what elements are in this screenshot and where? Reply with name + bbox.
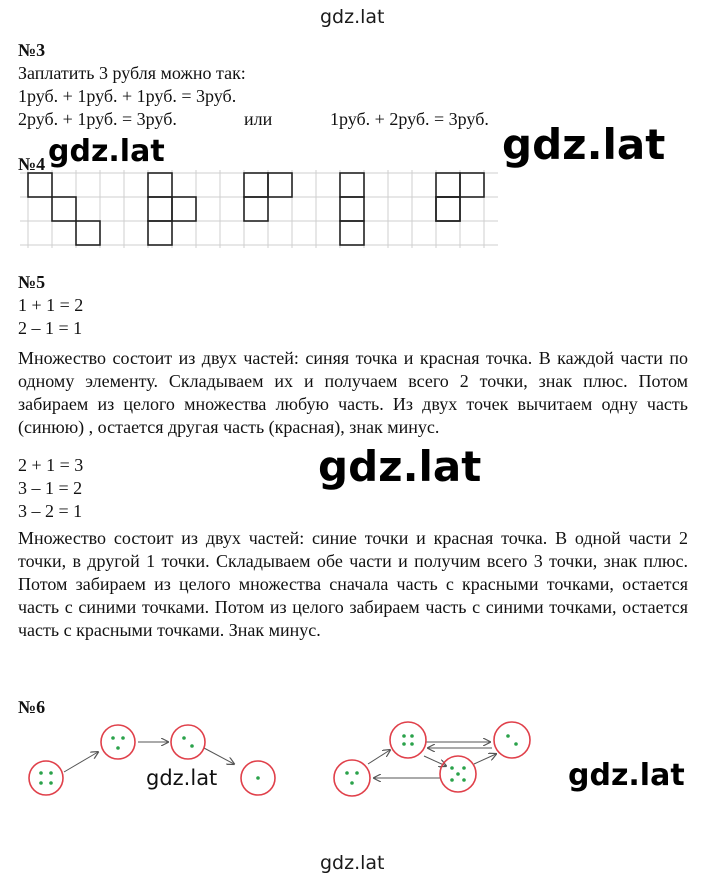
set-circle <box>390 722 426 758</box>
figure-l-shape <box>244 173 292 221</box>
task6-number: №6 <box>18 697 46 717</box>
task3-line2-left: 2руб. + 1руб. = 3руб. <box>18 109 177 129</box>
watermark-right: gdz.lat <box>502 120 666 169</box>
task4-grid-figures <box>20 170 498 248</box>
task5-eq5: 3 – 2 = 1 <box>18 501 83 521</box>
task5-eq1: 1 + 1 = 2 <box>18 295 84 315</box>
task3-line1: 1руб. + 1руб. + 1руб. = 3руб. <box>18 86 237 106</box>
set-circle <box>334 760 370 796</box>
figure-zigzag <box>148 173 196 245</box>
task6-diagram-right <box>328 714 538 804</box>
figure-vertical-line <box>340 173 364 245</box>
watermark-center: gdz.lat <box>318 442 482 491</box>
task5-paragraph1: Множество состоит из двух частей: синяя точка и красная точка. В каждой части по одному элементу. Складываем их и получаем всего 2 точки, знак плюс. Потом забираем из целого множества любую часть. Из двух точек вычитаем одну часть (синюю) , остается другая часть (красная), знак минус. <box>18 348 688 437</box>
task3-line2-right: 1руб. + 2руб. = 3руб. <box>330 109 489 129</box>
task5-paragraph2: Множество состоит из двух частей: синие точки и красная точка. В одной части 2 точки, в другой 1 точки. Складываем обе части и получим всего 3 точки, знак плюс. Потом забираем из целого множества сначала часть с красными точками, остается часть с синими точками. Потом из целого забираем часть с синими точками, остается часть с красными точками. Знак минус. <box>18 528 688 640</box>
watermark-n6-left: gdz.lat <box>146 766 218 790</box>
set-circle <box>101 725 135 759</box>
task6-diagram-left <box>20 718 290 808</box>
set-circle <box>171 725 205 759</box>
task5-eq4: 3 – 1 = 2 <box>18 478 83 498</box>
task4-number: №4 <box>18 154 46 174</box>
task5-eq3: 2 + 1 = 3 <box>18 455 84 475</box>
task5-eq2: 2 – 1 = 1 <box>18 318 83 338</box>
task5-number: №5 <box>18 272 46 292</box>
figure-staircase <box>28 173 100 245</box>
task3-or: или <box>244 109 273 129</box>
set-circle <box>494 722 530 758</box>
watermark-top: gdz.lat <box>320 6 385 28</box>
task3-intro: Заплатить 3 рубля можно так: <box>18 63 246 83</box>
watermark-n4: gdz.lat <box>48 134 165 169</box>
set-circle <box>29 761 63 795</box>
watermark-n6-right: gdz.lat <box>568 758 685 793</box>
watermark-bottom: gdz.lat <box>320 852 385 874</box>
grid-lines <box>20 170 498 248</box>
task3-number: №3 <box>18 40 46 60</box>
